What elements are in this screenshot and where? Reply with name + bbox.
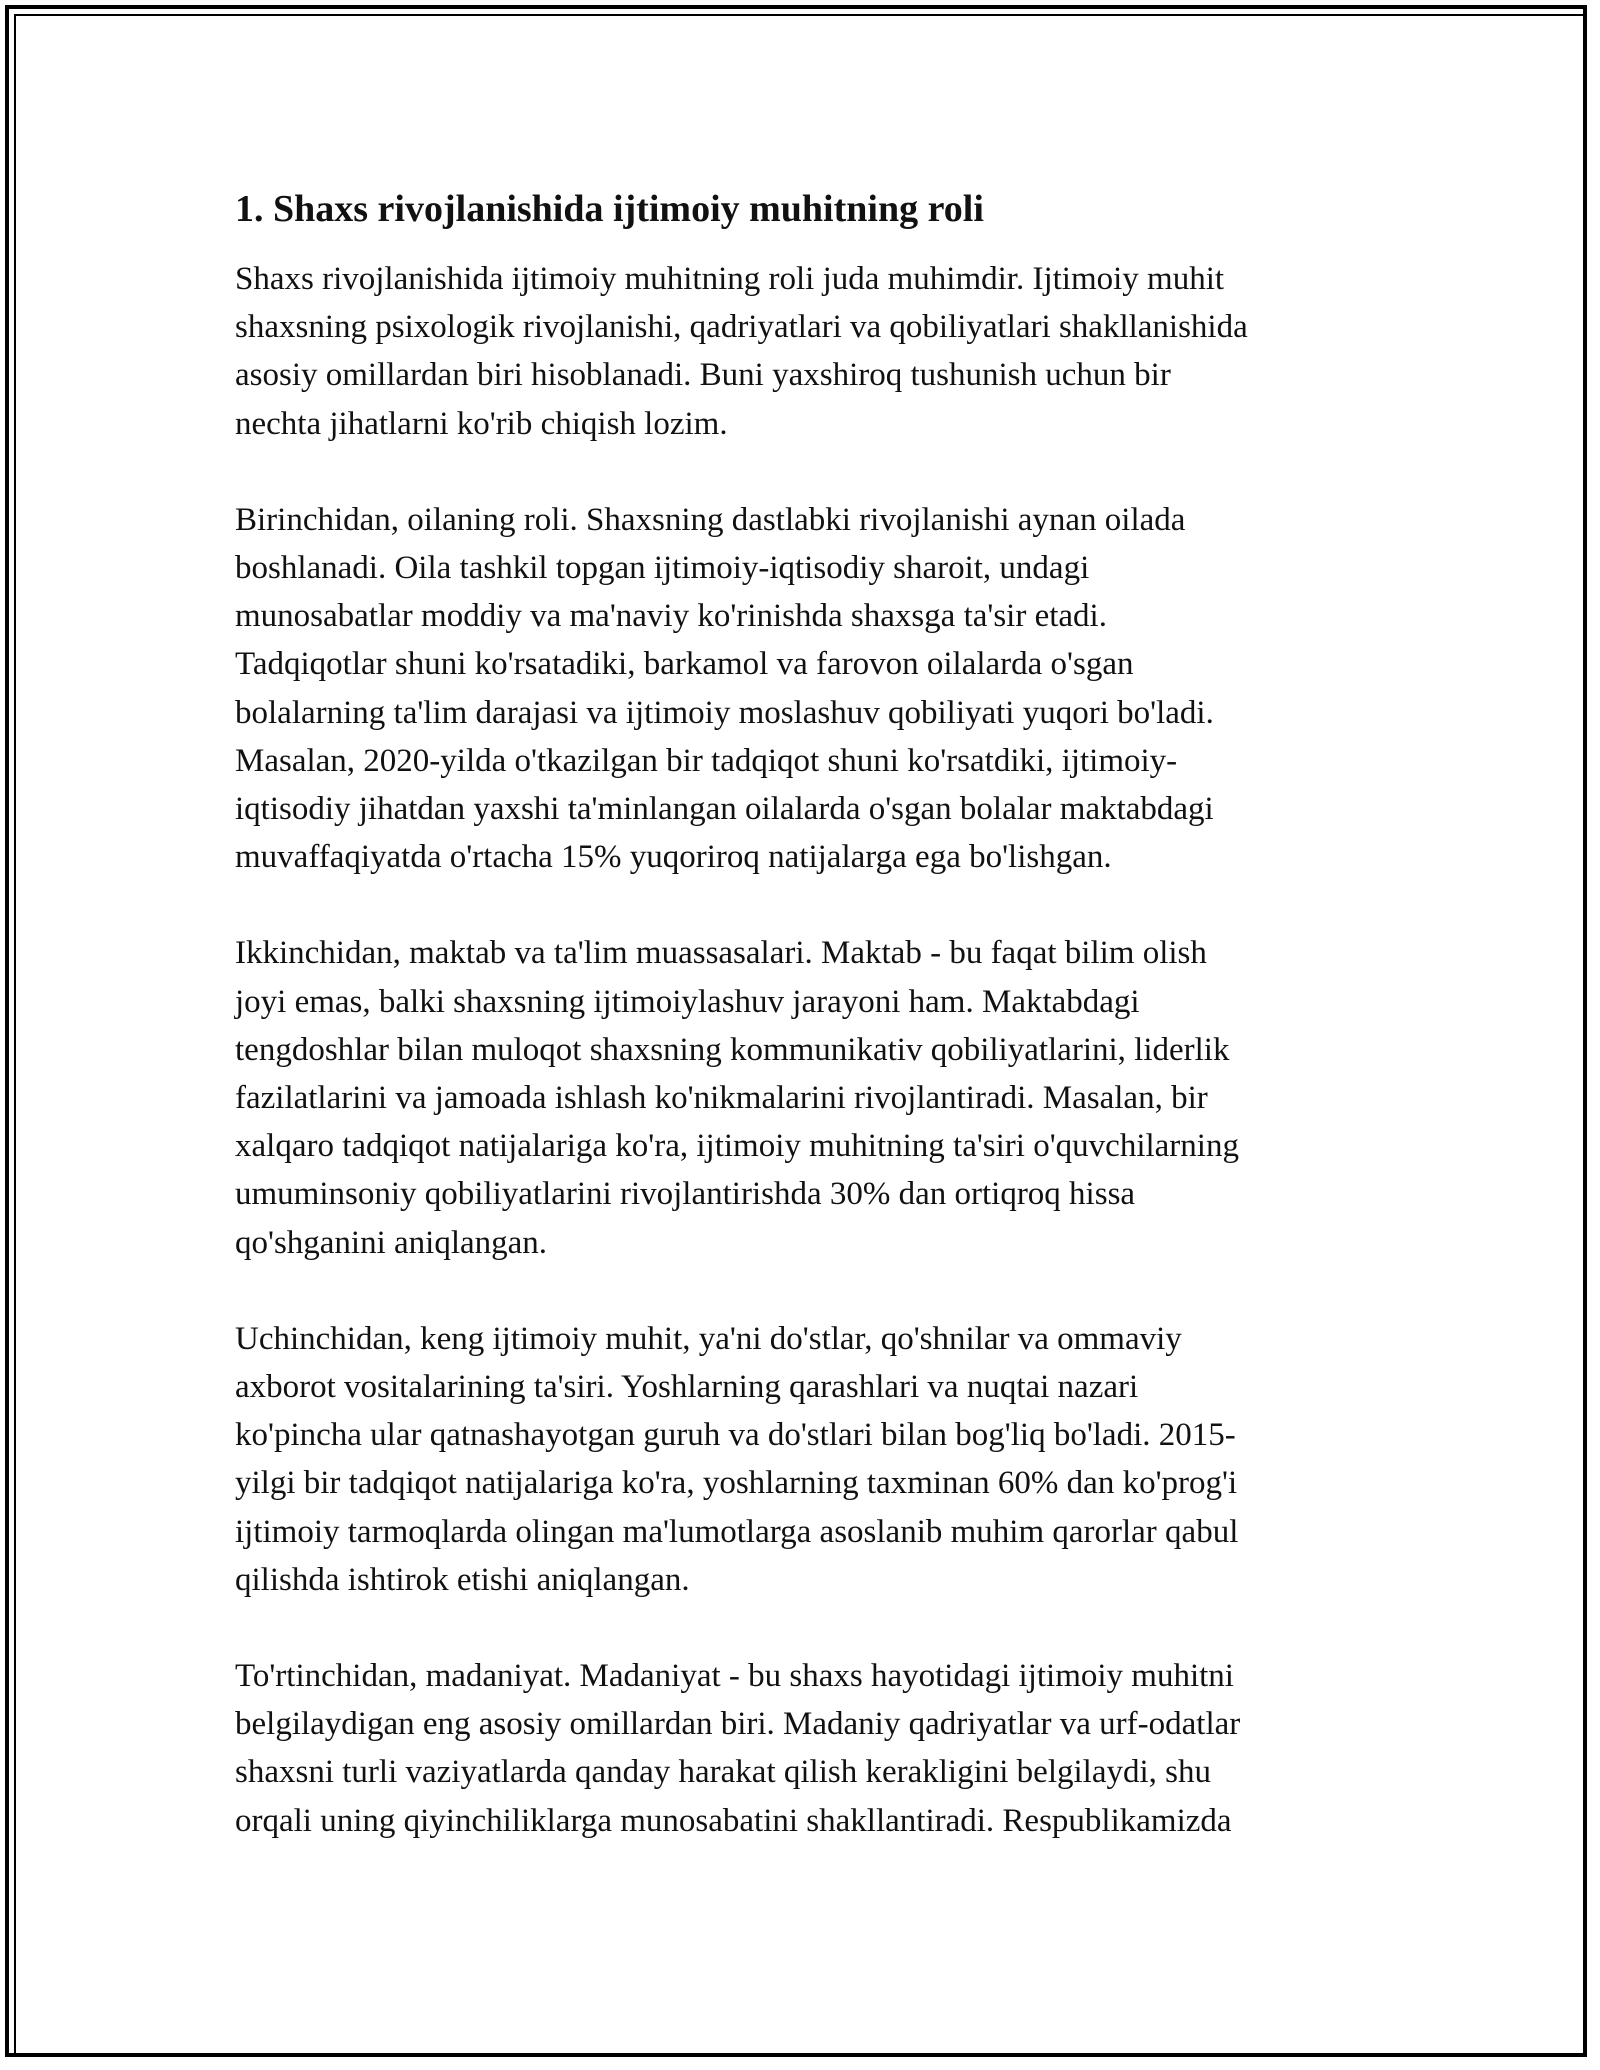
paragraph-culture: To'rtinchidan, madaniyat. Madaniyat - bu shaxs hayotidagi ijtimoiy muhitni belgilaydigan eng asosiy omillardan biri. Madaniy qadriyatlar va urf-odatlar shaxsni turli vaziyatlarda qanday harakat qilish kerakligini belgilaydi, shu orqali uning qiyinchiliklarga munosabatini shakllantiradi. Respublikamizda (235, 1658, 1241, 1839)
section-heading: 1. Shaxs rivojlanishida ijtimoiy muhitning roli (235, 188, 984, 230)
document-body (235, 185, 1365, 1893)
paragraph-social-environment: Uchinchidan, keng ijtimoiy muhit, ya'ni do'stlar, qo'shnilar va ommaviy axborot vositalarining ta'siri. Yoshlarning qarashlari va nuqtai nazari ko'pincha ular qatnashayotgan guruh va do'stlari bilan bog'liq bo'ladi. 2015- yilgi bir tadqiqot natijalariga ko'ra, yoshlarning taxminan 60% dan ko'prog'i ijtimoiy tarmoqlarda olingan ma'lumotlarga asoslanib muhim qarorlar qabul qilishda ishtirok etishi aniqlangan. (235, 1320, 1239, 1598)
paragraph-family: Birinchidan, oilaning roli. Shaxsning dastlabki rivojlanishi aynan oilada boshlanadi. Oila tashkil topgan ijtimoiy-iqtisodiy sharoit, undagi munosabatlar moddiy va ma'naviy ko'rinishda shaxsga ta'sir etadi. Tadqiqotlar shuni ko'rsatadiki, barkamol va farovon oilalarda o'sgan bolalarning ta'lim darajasi va ijtimoiy moslashuv qobiliyati yuqori bo'ladi. Masalan, 2020-yilda o'tkazilgan bir tadqiqot shuni ko'rsatdiki, ijtimoiy- iqtisodiy jihatdan yaxshi ta'minlangan oilalarda o'sgan bolalar maktabdagi muvaffaqiyatda o'rtacha 15% yuqoriroq natijalarga ega bo'lishgan. (235, 501, 1214, 876)
paragraph-school: Ikkinchidan, maktab va ta'lim muassasalari. Maktab - bu faqat bilim olish joyi emas, balki shaxsning ijtimoiylashuv jarayoni ham. Maktabdagi tengdoshlar bilan muloqot shaxsning kommunikativ qobiliyatlarini, liderlik fazilatlarini va jamoada ishlash ko'nikmalarini rivojlantiradi. Masalan, bir xalqaro tadqiqot natijalariga ko'ra, ijtimoiy muhitning ta'siri o'quvchilarning umuminsoniy qobiliyatlarini rivojlantirishda 30% dan ortiqroq hissa qo'shganini aniqlangan. (235, 935, 1239, 1261)
paragraph-intro: Shaxs rivojlanishida ijtimoiy muhitning roli juda muhimdir. Ijtimoiy muhit shaxsning psixologik rivojlanishi, qadriyatlari va qobiliyatlari shakllanishida asosiy omillardan biri hisoblanadi. Buni yaxshiroq tushunish uchun bir nechta jihatlarni ko'rib chiqish lozim. (235, 261, 1248, 442)
